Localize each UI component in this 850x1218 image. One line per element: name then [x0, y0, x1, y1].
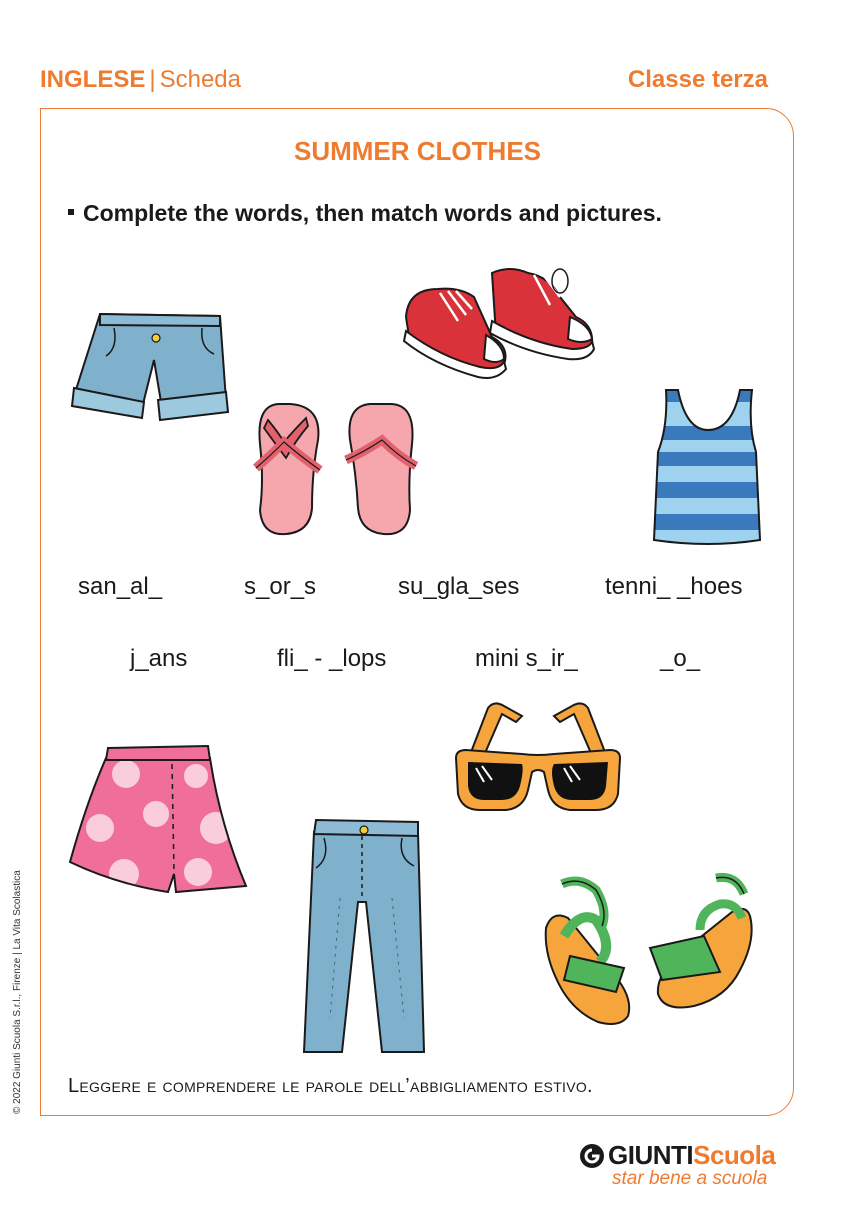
- grade-label: Classe terza: [627, 66, 768, 93]
- tennis-shoes-picture: [400, 265, 600, 383]
- brand-name: GIUNTI: [608, 1140, 694, 1170]
- header-subject: [40, 66, 241, 94]
- mini-skirt-picture: [66, 744, 250, 896]
- word-shorts: s_or_s: [244, 573, 317, 600]
- subject-label: INGLESE: [40, 66, 146, 93]
- sheet-type-label: Scheda: [159, 66, 241, 93]
- copyright-notice: © 2022 Giunti Scuola S.r.l., Firenze | La Vita Scolastica: [12, 870, 23, 1114]
- bullet-icon: [68, 209, 74, 215]
- word-sandals: san_al_: [78, 573, 163, 600]
- shorts-picture: [70, 308, 232, 428]
- word-jeans: j_ans: [130, 645, 188, 672]
- word-sunglasses: su_gla_ses: [398, 573, 520, 600]
- top-picture: [648, 386, 766, 550]
- word-flip-flops: fli_ - _lops: [277, 645, 387, 672]
- sandals-picture: [540, 870, 756, 1028]
- instruction: [68, 200, 662, 227]
- word-tennis-shoes: tenni_ _hoes: [605, 573, 743, 600]
- header-separator: |: [149, 66, 156, 93]
- jeans-picture: [300, 818, 426, 1056]
- word-mini-skirt: mini s_ir_: [475, 645, 578, 672]
- learning-objective: Leggere e comprendere le parole dell’abbigliamento estivo.: [68, 1075, 593, 1097]
- brand-tagline: star bene a scuola: [612, 1168, 768, 1189]
- giunti-logo-icon: [578, 1142, 606, 1170]
- brand-name-accent: Scuola: [693, 1140, 776, 1170]
- worksheet-title: SUMMER CLOTHES: [294, 136, 541, 166]
- word-top: _o_: [660, 645, 701, 672]
- flip-flops-picture: [250, 400, 428, 540]
- sunglasses-picture: [452, 698, 624, 818]
- instruction-text: Complete the words, then match words and pictures.: [83, 200, 662, 226]
